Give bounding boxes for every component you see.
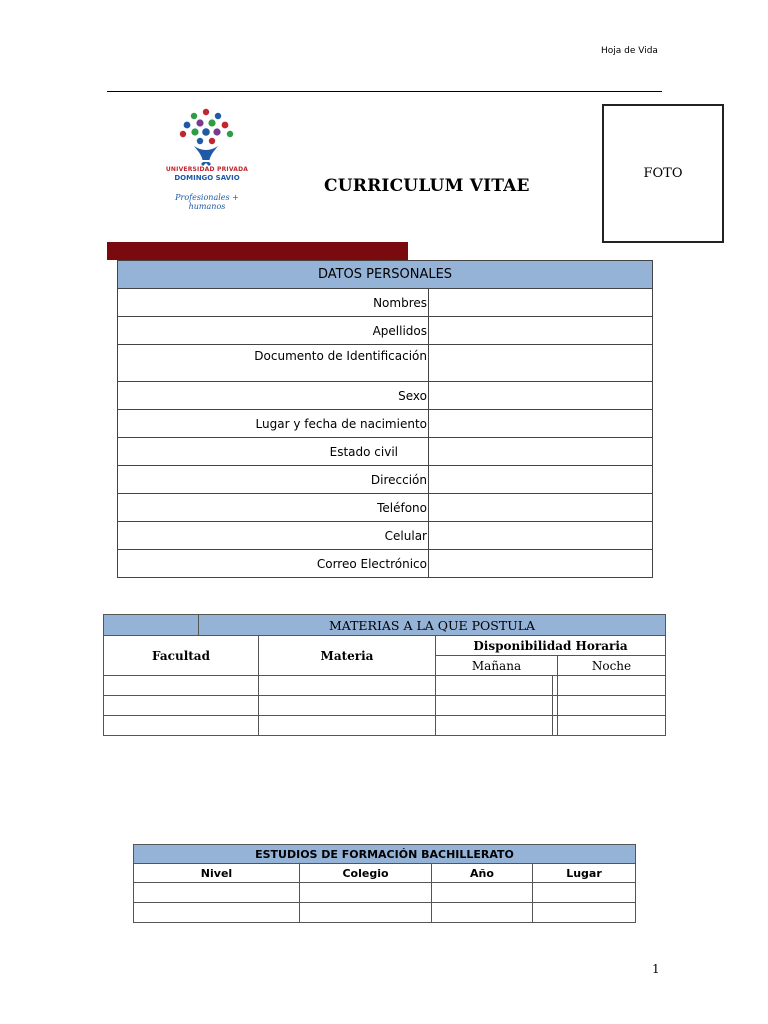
subject-cell[interactable] <box>104 676 259 696</box>
accent-bar <box>107 242 408 260</box>
col-noche: Noche <box>558 656 666 676</box>
field-label: Estado civil <box>118 438 429 466</box>
field-value[interactable] <box>429 522 653 550</box>
field-label: Dirección <box>118 466 429 494</box>
studies-cell[interactable] <box>134 903 300 923</box>
studies-cell[interactable] <box>533 903 636 923</box>
subject-cell[interactable] <box>104 696 259 716</box>
field-value[interactable] <box>429 550 653 578</box>
subject-cell[interactable] <box>558 696 666 716</box>
subjects-header: MATERIAS A LA QUE POSTULA <box>199 615 666 636</box>
col-disponibilidad: Disponibilidad Horaria <box>436 636 666 656</box>
field-label: Correo Electrónico <box>118 550 429 578</box>
photo-box <box>602 104 724 243</box>
field-label: Documento de Identificación <box>118 345 429 382</box>
col-ano: Año <box>432 864 533 883</box>
subjects-table <box>103 614 666 736</box>
field-value[interactable] <box>429 317 653 345</box>
studies-header: ESTUDIOS DE FORMACIÓN BACHILLERATO <box>134 845 636 864</box>
page-title: CURRICULUM VITAE <box>324 176 530 196</box>
subject-cell[interactable] <box>104 716 259 736</box>
field-label: Celular <box>118 522 429 550</box>
logo-line1: UNIVERSIDAD PRIVADA <box>165 166 249 173</box>
personal-data-header: DATOS PERSONALES <box>118 261 653 289</box>
studies-cell[interactable] <box>300 883 432 903</box>
field-value[interactable] <box>429 466 653 494</box>
field-label: Sexo <box>118 382 429 410</box>
field-label: Teléfono <box>118 494 429 522</box>
field-label: Apellidos <box>118 317 429 345</box>
subject-cell[interactable] <box>436 716 553 736</box>
subject-cell[interactable] <box>259 676 436 696</box>
subject-cell[interactable] <box>436 696 553 716</box>
col-manana: Mañana <box>436 656 558 676</box>
studies-cell[interactable] <box>300 903 432 923</box>
subject-cell[interactable] <box>558 716 666 736</box>
field-label: Nombres <box>118 289 429 317</box>
col-lugar: Lugar <box>533 864 636 883</box>
field-label: Lugar y fecha de nacimiento <box>118 410 429 438</box>
logo-line2: DOMINGO SAVIO <box>174 174 240 182</box>
col-materia: Materia <box>259 636 436 676</box>
studies-cell[interactable] <box>134 883 300 903</box>
photo-label: FOTO <box>643 166 683 181</box>
field-value[interactable] <box>429 382 653 410</box>
col-nivel: Nivel <box>134 864 300 883</box>
studies-cell[interactable] <box>432 903 533 923</box>
field-value[interactable] <box>429 345 653 382</box>
subject-cell[interactable] <box>436 676 553 696</box>
col-colegio: Colegio <box>300 864 432 883</box>
studies-cell[interactable] <box>432 883 533 903</box>
logo-tagline: Profesionales + humanos <box>175 193 239 211</box>
field-value[interactable] <box>429 410 653 438</box>
field-value[interactable] <box>429 494 653 522</box>
university-logo <box>154 104 259 212</box>
subject-cell[interactable] <box>259 696 436 716</box>
header-rule <box>107 91 662 92</box>
studies-cell[interactable] <box>533 883 636 903</box>
subjects-header-spacer <box>104 615 199 636</box>
field-value[interactable] <box>429 438 653 466</box>
studies-table <box>133 844 636 923</box>
personal-data-table <box>117 260 653 578</box>
page-number: 1 <box>652 962 660 976</box>
field-value[interactable] <box>429 289 653 317</box>
subject-cell[interactable] <box>558 676 666 696</box>
col-facultad: Facultad <box>104 636 259 676</box>
header-label: Hoja de Vida <box>601 46 658 56</box>
subject-cell[interactable] <box>259 716 436 736</box>
